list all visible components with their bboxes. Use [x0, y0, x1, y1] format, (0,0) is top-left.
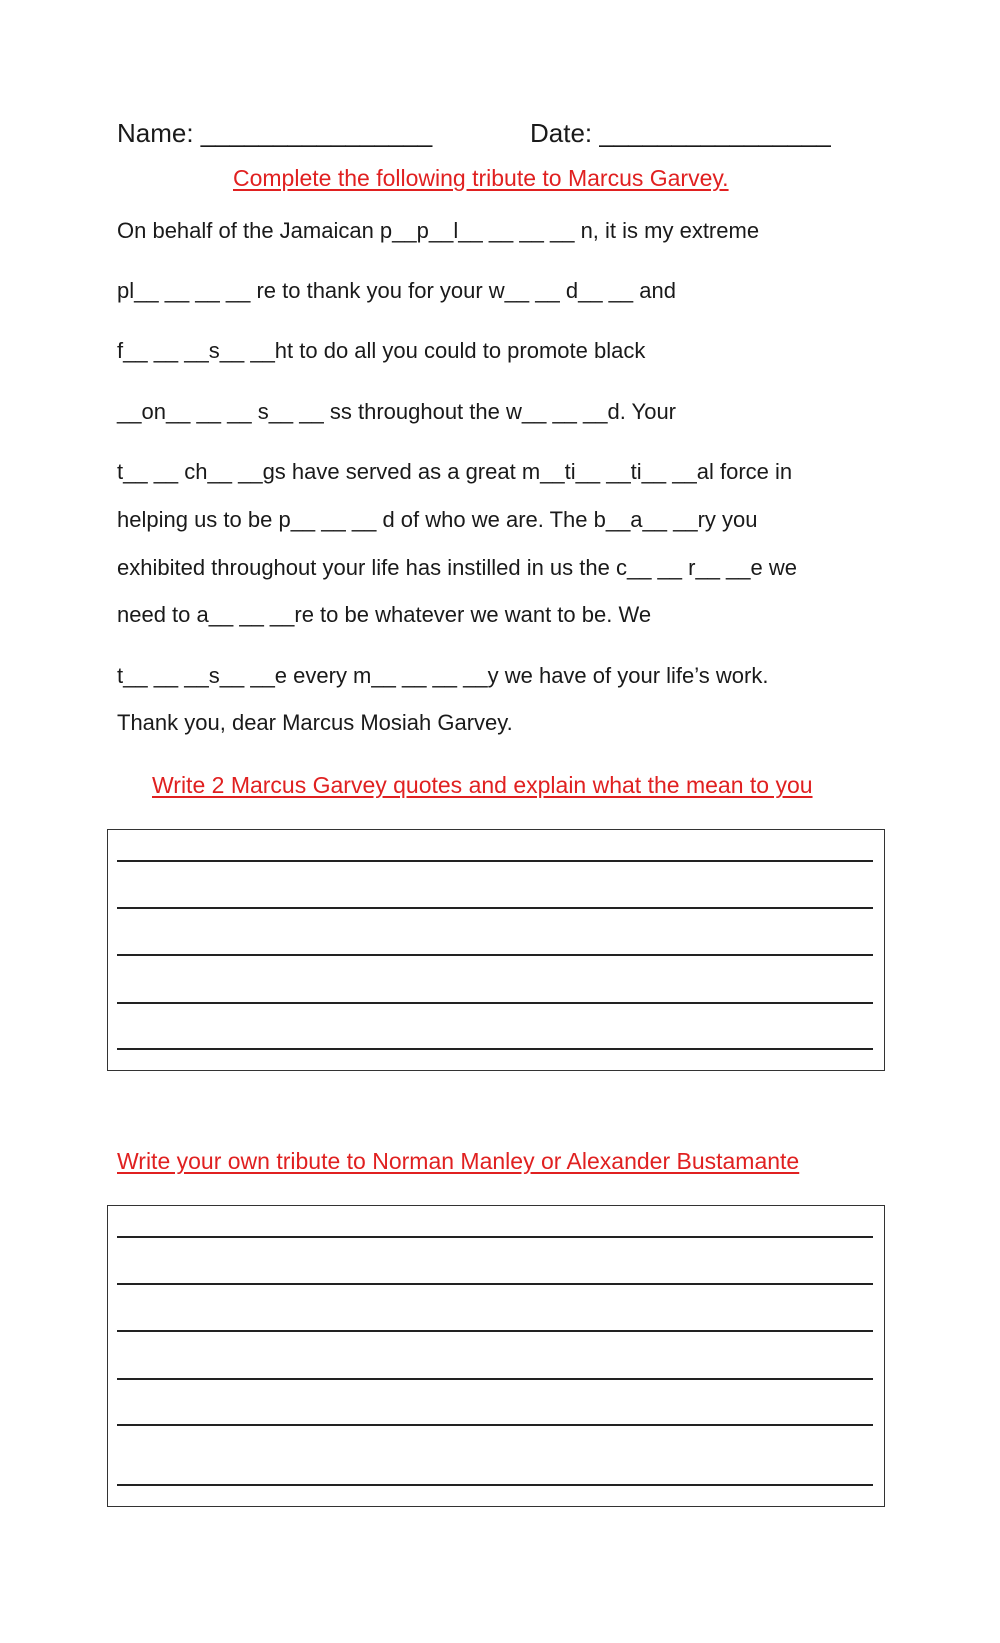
- writing-line[interactable]: [117, 907, 873, 909]
- tribute-line-5: t__ __ ch__ __gs have served as a great m__ti__ __ti__ __al force in: [117, 459, 793, 484]
- tribute-line-10: Thank you, dear Marcus Mosiah Garvey.: [117, 710, 513, 735]
- tribute-line-9: t__ __ __s__ __e every m__ __ __ __y we have of your life’s work.: [117, 663, 769, 688]
- quotes-answer-box[interactable]: [107, 829, 885, 1071]
- header-row: [117, 117, 877, 149]
- own-tribute-answer-box[interactable]: [107, 1205, 885, 1507]
- writing-line[interactable]: [117, 954, 873, 956]
- tribute-line-7: exhibited throughout your life has instilled in us the c__ __ r__ __e we: [117, 555, 797, 580]
- writing-line[interactable]: [117, 1378, 873, 1380]
- name-field[interactable]: Name: ________________: [117, 118, 433, 148]
- date-field[interactable]: Date: ________________: [530, 118, 831, 148]
- writing-line[interactable]: [117, 1048, 873, 1050]
- tribute-line-8: need to a__ __ __re to be whatever we want to be. We: [117, 602, 652, 627]
- writing-line[interactable]: [117, 1484, 873, 1486]
- writing-line[interactable]: [117, 1424, 873, 1426]
- quotes-heading: Write 2 Marcus Garvey quotes and explain what the mean to you: [152, 772, 813, 798]
- own-tribute-heading: Write your own tribute to Norman Manley or Alexander Bustamante: [117, 1148, 800, 1174]
- tribute-line-1: On behalf of the Jamaican p__p__l__ __ __ __ n, it is my extreme: [117, 218, 760, 243]
- tribute-heading: Complete the following tribute to Marcus Garvey.: [233, 165, 729, 191]
- tribute-line-2: pl__ __ __ __ re to thank you for your w__ __ d__ __ and: [117, 278, 676, 303]
- tribute-line-3: f__ __ __s__ __ht to do all you could to promote black: [117, 338, 646, 363]
- writing-line[interactable]: [117, 1330, 873, 1332]
- writing-line[interactable]: [117, 1283, 873, 1285]
- tribute-line-4: __on__ __ __ s__ __ ss throughout the w__ __ __d. Your: [117, 399, 677, 424]
- tribute-line-6: helping us to be p__ __ __ d of who we are. The b__a__ __ry you: [117, 507, 758, 532]
- writing-line[interactable]: [117, 1236, 873, 1238]
- writing-line[interactable]: [117, 860, 873, 862]
- writing-line[interactable]: [117, 1002, 873, 1004]
